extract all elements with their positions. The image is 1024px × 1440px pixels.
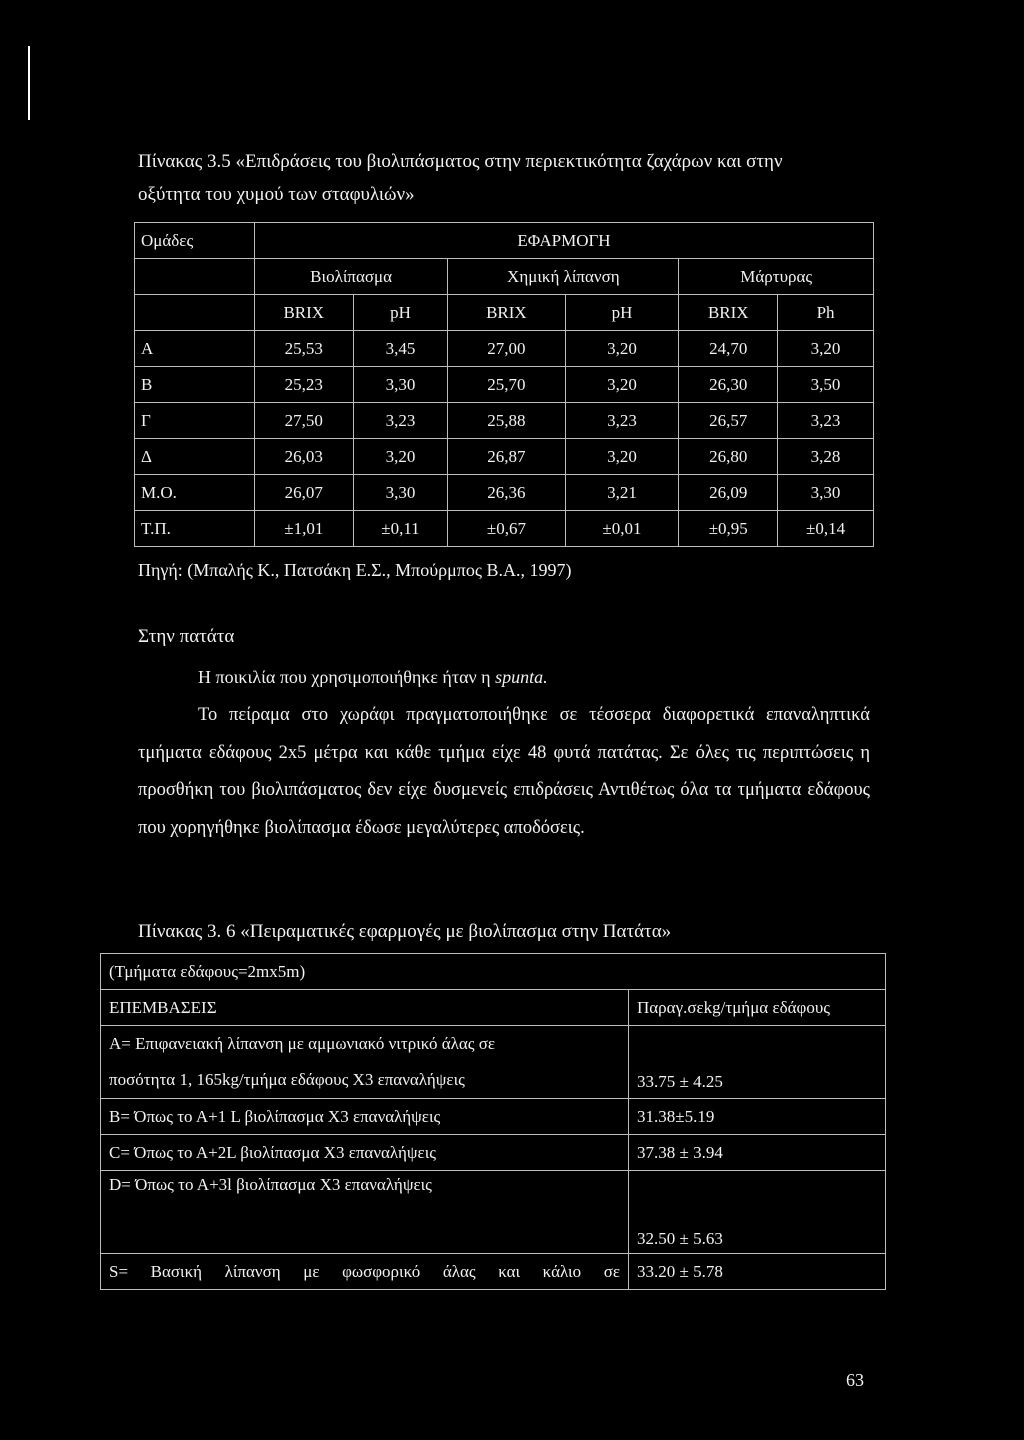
table1-caption-line1: Πίνακας 3.5 «Επιδράσεις του βιολιπάσματος στην περιεκτικότητα ζαχάρων και στην	[138, 151, 783, 172]
yield-b: 31.38±5.19	[629, 1099, 886, 1135]
variety-line	[198, 667, 548, 688]
variety-prefix: Η ποικιλία που χρησιμοποιήθηκε ήταν η	[198, 667, 496, 687]
table1-cell: 26,87	[448, 439, 565, 475]
table2-header-row	[101, 990, 886, 1026]
table1-row	[135, 511, 874, 547]
table1-cell: 26,03	[254, 439, 353, 475]
yield-s: 33.20 ± 5.78	[629, 1254, 886, 1290]
paragraph-text: Το πείραμα στο χωράφι πραγματοποιήθηκε σε τέσσερα διαφορετικά επαναληπτικά τμήματα εδάφους 2x5 μέτρα και κάθε τμήμα είχε 48 φυτά πατάτας. Σε όλες τις περιπτώσεις η προσθήκη του βιολιπάσματος δεν είχε δυσμενείς επιδράσεις Αντιθέτως όλα τα τμήματα εδάφους που χορηγήθηκε βιολίπασμα έδωσε μεγαλύτερες αποδόσεις.	[138, 705, 870, 838]
table1-cell: 25,70	[448, 367, 565, 403]
row-label: Τ.Π.	[135, 511, 255, 547]
table1-cell: 3,45	[353, 331, 448, 367]
treatment-c: C= Όπως το Α+2L βιολίπασμα Χ3 επαναλήψεις	[101, 1135, 629, 1171]
table1-cell: ±0,11	[353, 511, 448, 547]
treatment-biofertilizer: Βιολίπασμα	[254, 259, 447, 295]
table1-row	[135, 475, 874, 511]
table2-row-d	[101, 1171, 886, 1254]
variety-name: spunta.	[495, 667, 548, 687]
table1-cell: 3,20	[353, 439, 448, 475]
table2	[100, 953, 886, 1290]
row-label: Γ	[135, 403, 255, 439]
treatment-control: Μάρτυρας	[679, 259, 874, 295]
table1-caption-line2: οξύτητα του χυμού των σταφυλιών»	[138, 184, 415, 205]
subheader: Ph	[778, 295, 874, 331]
table1-cell: 3,23	[565, 403, 679, 439]
yield-d: 32.50 ± 5.63	[629, 1171, 886, 1254]
table1-row	[135, 403, 874, 439]
table2-row-c	[101, 1135, 886, 1171]
table1-header-row	[135, 223, 874, 259]
table1-cell: 3,20	[565, 439, 679, 475]
table1-cell: 25,88	[448, 403, 565, 439]
yield-c: 37.38 ± 3.94	[629, 1135, 886, 1171]
table1-cell: 3,20	[565, 331, 679, 367]
table1-cell: 3,21	[565, 475, 679, 511]
subheader: BRIX	[254, 295, 353, 331]
table2-caption: Πίνακας 3. 6 «Πειραματικές εφαρμογές με βιολίπασμα στην Πατάτα»	[138, 921, 672, 942]
row-label: Μ.Ο.	[135, 475, 255, 511]
table1-treatment-row	[135, 259, 874, 295]
table1-row	[135, 439, 874, 475]
table2-row-a	[101, 1026, 886, 1099]
table1-row	[135, 331, 874, 367]
treatment-a-line2: ποσότητα 1, 165kg/τμήμα εδάφους Χ3 επαναλήψεις	[109, 1070, 465, 1089]
treatment-b: Β= Όπως το Α+1 L βιολίπασμα Χ3 επαναλήψεις	[101, 1099, 629, 1135]
table2-row-s	[101, 1254, 886, 1290]
subheader: pH	[565, 295, 679, 331]
table1-body	[135, 331, 874, 547]
table1-source: Πηγή: (Μπαλής Κ., Πατσάκη Ε.Σ., Μπούρμπος Β.Α., 1997)	[138, 560, 572, 580]
table2-row-b	[101, 1099, 886, 1135]
table1-cell: ±0,95	[679, 511, 778, 547]
groups-header: Ομάδες	[135, 223, 255, 259]
subheader: pH	[353, 295, 448, 331]
treatment-d: D= Όπως το Α+3l βιολίπασμα Χ3 επαναλήψεις	[101, 1171, 629, 1254]
table1-cell: 3,23	[778, 403, 874, 439]
table1-cell: 26,07	[254, 475, 353, 511]
empty-cell	[135, 259, 255, 295]
table1-cell: 3,50	[778, 367, 874, 403]
row-label: Δ	[135, 439, 255, 475]
table1-cell: 26,09	[679, 475, 778, 511]
treatments-header: ΕΠΕΜΒΑΣΕΙΣ	[101, 990, 629, 1026]
treatment-a-line1: Α= Επιφανειακή λίπανση με αμμωνιακό νιτρικό άλας σε	[109, 1034, 496, 1053]
table1-cell: 3,20	[565, 367, 679, 403]
table1-cell: 3,23	[353, 403, 448, 439]
empty-cell	[135, 295, 255, 331]
table1-cell: 27,50	[254, 403, 353, 439]
table1-cell: ±1,01	[254, 511, 353, 547]
subheader: BRIX	[679, 295, 778, 331]
table1-cell: 25,23	[254, 367, 353, 403]
yield-header: Παραγ.σεkg/τμήμα εδάφους	[629, 990, 886, 1026]
table1-cell: 26,36	[448, 475, 565, 511]
plot-size: (Τμήματα εδάφους=2mx5m)	[101, 954, 886, 990]
row-label: Α	[135, 331, 255, 367]
table1-cell: 3,20	[778, 331, 874, 367]
table1-cell: ±0,67	[448, 511, 565, 547]
table1-cell: 26,57	[679, 403, 778, 439]
treatment-s: S= Βασική λίπανση με φωσφορικό άλας και κάλιο σε	[101, 1254, 629, 1290]
treatment-a	[101, 1026, 629, 1099]
table1-cell: 27,00	[448, 331, 565, 367]
potato-section-title: Στην πατάτα	[138, 626, 235, 647]
application-header: ΕΦΑΡΜΟΓΗ	[254, 223, 873, 259]
experiment-paragraph	[138, 697, 870, 847]
yield-a: 33.75 ± 4.25	[629, 1026, 886, 1099]
table1	[134, 222, 874, 547]
table1-subheader-row	[135, 295, 874, 331]
table1-cell: 3,30	[353, 367, 448, 403]
table1-cell: 26,30	[679, 367, 778, 403]
treatment-chemical: Χημική λίπανση	[448, 259, 679, 295]
table1-cell: ±0,14	[778, 511, 874, 547]
table1-cell: ±0,01	[565, 511, 679, 547]
table1-cell: 3,30	[778, 475, 874, 511]
table1-cell: 3,28	[778, 439, 874, 475]
table1-cell: 3,30	[353, 475, 448, 511]
page-number: 63	[846, 1370, 864, 1390]
row-label: Β	[135, 367, 255, 403]
subheader: BRIX	[448, 295, 565, 331]
table2-plot-row	[101, 954, 886, 990]
table1-cell: 26,80	[679, 439, 778, 475]
table1-cell: 25,53	[254, 331, 353, 367]
table1-row	[135, 367, 874, 403]
table1-cell: 24,70	[679, 331, 778, 367]
margin-bar	[28, 46, 30, 120]
